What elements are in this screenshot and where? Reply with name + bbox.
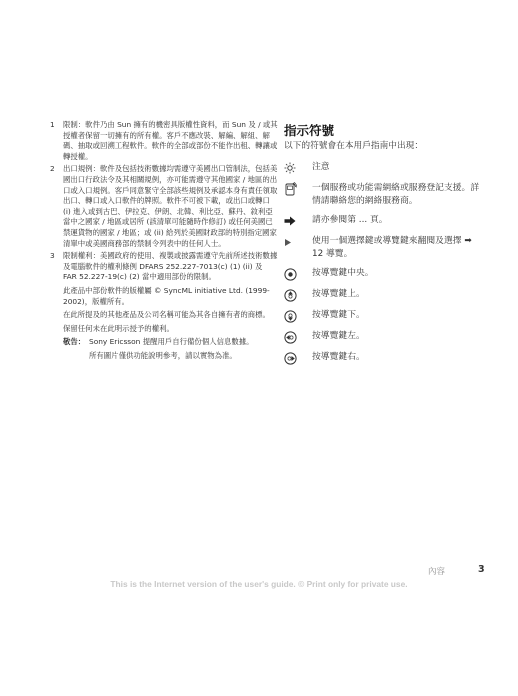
- network-service-icon: [284, 182, 312, 196]
- symbols-column: [284, 123, 484, 372]
- warning-line-2: 所有圖片僅供功能說明參考，請以實物為准。: [89, 350, 237, 360]
- symbol-text: 按導覽鍵左。: [312, 331, 365, 341]
- symbol-list: [284, 161, 484, 365]
- lightbulb-icon: [284, 161, 312, 175]
- rights-reserved-paragraph: 保留任何未在此明示授予的權利。: [63, 323, 174, 333]
- nav-right-icon: [284, 351, 312, 365]
- footer-section-label: 內容: [428, 567, 446, 577]
- symbol-row-note: [284, 161, 484, 175]
- symbol-text: 按導覽鍵中央。: [312, 268, 374, 278]
- symbol-row-left: [284, 330, 484, 344]
- section-subtitle: 以下的符號會在本用戶指南中出現：: [284, 141, 423, 151]
- note-number: 2: [50, 164, 55, 174]
- nav-up-icon: [284, 288, 312, 302]
- symbol-row-up: [284, 288, 484, 302]
- legal-note-1: [50, 120, 278, 162]
- nav-center-icon: [284, 267, 312, 281]
- symbol-text: 請亦參閱第 ... 頁。: [312, 215, 388, 225]
- nav-down-icon: [284, 309, 312, 323]
- symbol-row-see-also: [284, 214, 484, 228]
- symbol-row-down: [284, 309, 484, 323]
- copyright-paragraph: 此產品中部份軟件的版權屬 © SyncML initiative Ltd. (1999-2002)，版權所有。: [63, 285, 270, 306]
- section-title: 指示符號: [284, 123, 335, 138]
- symbol-row-center: [284, 267, 484, 281]
- warning-label: 敬告：: [63, 337, 86, 347]
- symbol-text: 按導覽鍵上。: [312, 289, 365, 299]
- note-number: 1: [50, 120, 55, 129]
- arrow-right-icon: [284, 214, 312, 228]
- note-text: 限制權利：美國政府的使用、複製或披露需遵守先前所述技術數據及電腦軟件的權利條例 DFARS 252.227-7013(c) (1) (ii) 及 FAR 52.227-19(c) (2) 當中適用部份的限制。: [63, 251, 278, 282]
- note-text: 出口規例：軟件及包括技術數據均需遵守美國出口管制法，包括美國出口行政法令及其相關規例，亦可能需遵守其他國家 / 地區的出口或入口規例。客戶同意緊守全部該些規例及承認本身有責任領取出口、轉口或入口軟件的牌照。軟件不可被下載，或出口或轉口 (i) 進入或到古巴、伊拉克、伊朗、北韓、利比亞、蘇丹、敘利亞當中之國家 / 地區或居所 (該清單可能隨時作修訂) 或任何美國已禁運貨物的國家 / 地區；或 (ii) 給列於美國財政部的特別指定國家清單中或美國商務部的禁制令列表中的任何人士。: [63, 164, 278, 248]
- symbol-row-navigate: [284, 235, 484, 260]
- warning-block: [63, 337, 278, 364]
- symbol-row-network: [284, 182, 484, 207]
- symbol-row-right: [284, 351, 484, 365]
- page-number: 3: [478, 564, 485, 575]
- legal-notes-column: [50, 120, 278, 364]
- trademark-paragraph: 在此所提及的其他產品及公司名稱可能為其各自擁有者的商標。: [63, 310, 270, 320]
- symbol-text: 注意: [312, 162, 330, 172]
- note-text: 限制：軟件乃由 Sun 擁有的機密具版權性資料，而 Sun 及 / 或其授權者保留一切擁有的所有權。客戶不應改裝、解編、解組、解碼、抽取或回溯工程軟件。軟件的全部或部份不能作出租、轉讓或轉授權。: [63, 120, 278, 161]
- symbol-text: 按導覽鍵下。: [312, 310, 365, 320]
- symbol-text: 使用一個選擇鍵或導覽鍵來翻閱及選擇 ➡ 12 導覽。: [312, 236, 472, 259]
- note-number: 3: [50, 251, 55, 261]
- legal-note-2: [50, 164, 278, 249]
- warning-line-1: Sony Ericsson 提醒用戶自行備份個人信息數據。: [89, 337, 254, 347]
- legal-note-3: [50, 251, 278, 283]
- symbol-text: 按導覽鍵右。: [312, 352, 365, 362]
- nav-left-icon: [284, 330, 312, 344]
- internet-version-banner: This is the Internet version of the user's guide. © Print only for private use.: [110, 579, 408, 589]
- triangle-icon: [284, 235, 312, 249]
- symbol-text: 一個服務或功能需網絡或服務登記支援。詳情請聯絡您的網絡服務商。: [312, 183, 480, 206]
